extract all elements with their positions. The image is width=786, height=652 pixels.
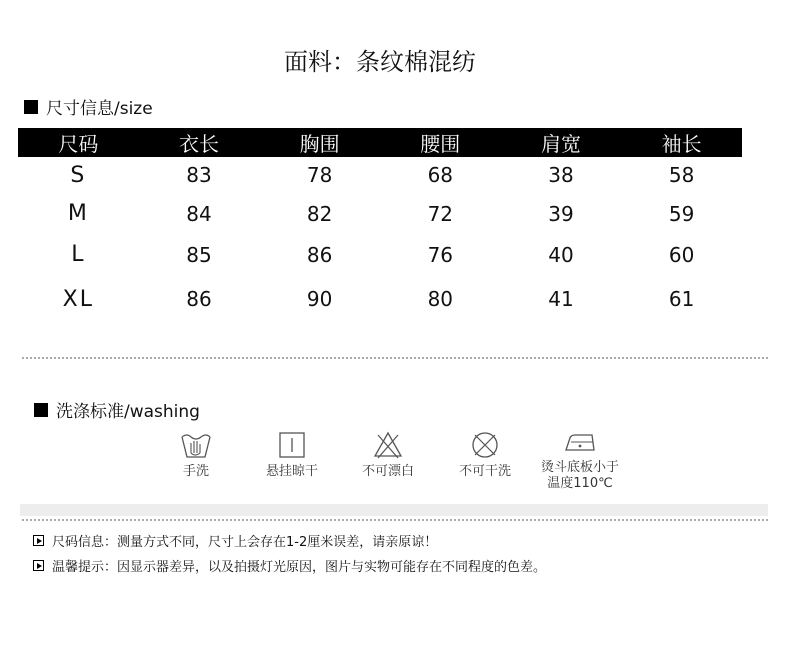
wash-label: 不可干洗 [458, 464, 511, 479]
wash-label: 烫斗底板小于 [540, 460, 619, 475]
table-cell: 38 [548, 163, 574, 187]
wash-label: 温度110℃ [547, 476, 613, 491]
column-header: 尺码 [18, 128, 139, 157]
play-bullet-icon [33, 535, 44, 546]
size-cell: S [70, 162, 87, 188]
iron-icon [562, 430, 598, 456]
hand-wash-icon [179, 430, 213, 460]
table-cell: 39 [548, 201, 574, 226]
table-cell: 72 [427, 201, 454, 226]
table-cell: 86 [306, 242, 333, 267]
table-cell: 86 [186, 287, 212, 311]
column-header: 胸围 [259, 128, 380, 157]
table-header-row [18, 128, 742, 157]
column-header: 衣长 [139, 128, 260, 157]
table-cell: 84 [186, 201, 212, 226]
hang-dry-icon [277, 430, 307, 460]
note-size-info [33, 531, 437, 550]
wash-item-no-bleach [355, 430, 421, 480]
wash-item-hang-dry [262, 430, 322, 480]
no-dry-clean-icon [469, 430, 501, 460]
table-cell: 82 [306, 201, 333, 226]
size-cell: XL [62, 286, 94, 312]
size-cell: L [71, 242, 86, 267]
table-cell: 60 [668, 242, 695, 267]
table-cell: 76 [427, 242, 454, 267]
table-cell: 85 [186, 242, 212, 267]
square-bullet-icon [34, 403, 48, 417]
table-row [18, 157, 742, 193]
table-cell: 90 [306, 287, 333, 311]
wash-label: 不可漂白 [361, 464, 414, 479]
gray-band-divider [20, 504, 768, 516]
note-text: 温馨提示：因显示器差异，以及拍摄灯光原因，图片与实物可能存在不同程度的色差。 [52, 560, 547, 575]
table-cell: 83 [186, 163, 212, 187]
no-bleach-icon [372, 430, 404, 460]
table-cell: 41 [548, 287, 574, 311]
wash-item-no-dry-clean [452, 430, 518, 480]
wash-section-heading [34, 397, 200, 422]
table-cell: 40 [548, 242, 574, 267]
note-color-tip [33, 556, 546, 575]
table-row [18, 193, 742, 234]
table-cell: 68 [427, 163, 454, 187]
table-cell: 80 [427, 287, 454, 311]
square-bullet-icon [24, 100, 38, 114]
table-cell: 58 [668, 163, 695, 187]
wash-label: 手洗 [182, 464, 209, 479]
play-bullet-icon [33, 560, 44, 571]
column-header: 袖长 [621, 128, 742, 157]
wash-item-hand-wash [166, 430, 226, 480]
wash-heading-text: 洗涤标准/washing [56, 402, 200, 422]
wash-label: 悬挂晾干 [265, 464, 318, 479]
size-heading-text: 尺寸信息/size [46, 99, 153, 119]
page-title: 面料：条纹棉混纺 [284, 48, 476, 76]
note-text: 尺码信息：测量方式不同，尺寸上会存在1-2厘米误差，请亲原谅！ [52, 535, 438, 550]
table-row [18, 234, 742, 275]
size-cell: M [67, 201, 89, 226]
wash-item-iron [538, 430, 622, 492]
table-row [18, 275, 742, 323]
column-header: 腰围 [380, 128, 501, 157]
column-header: 肩宽 [501, 128, 622, 157]
size-section-heading [24, 94, 153, 119]
size-table [18, 128, 742, 323]
dotted-divider [22, 357, 768, 359]
table-cell: 61 [668, 287, 695, 311]
dotted-divider [22, 519, 768, 521]
table-cell: 59 [668, 201, 695, 226]
table-cell: 78 [306, 163, 333, 187]
